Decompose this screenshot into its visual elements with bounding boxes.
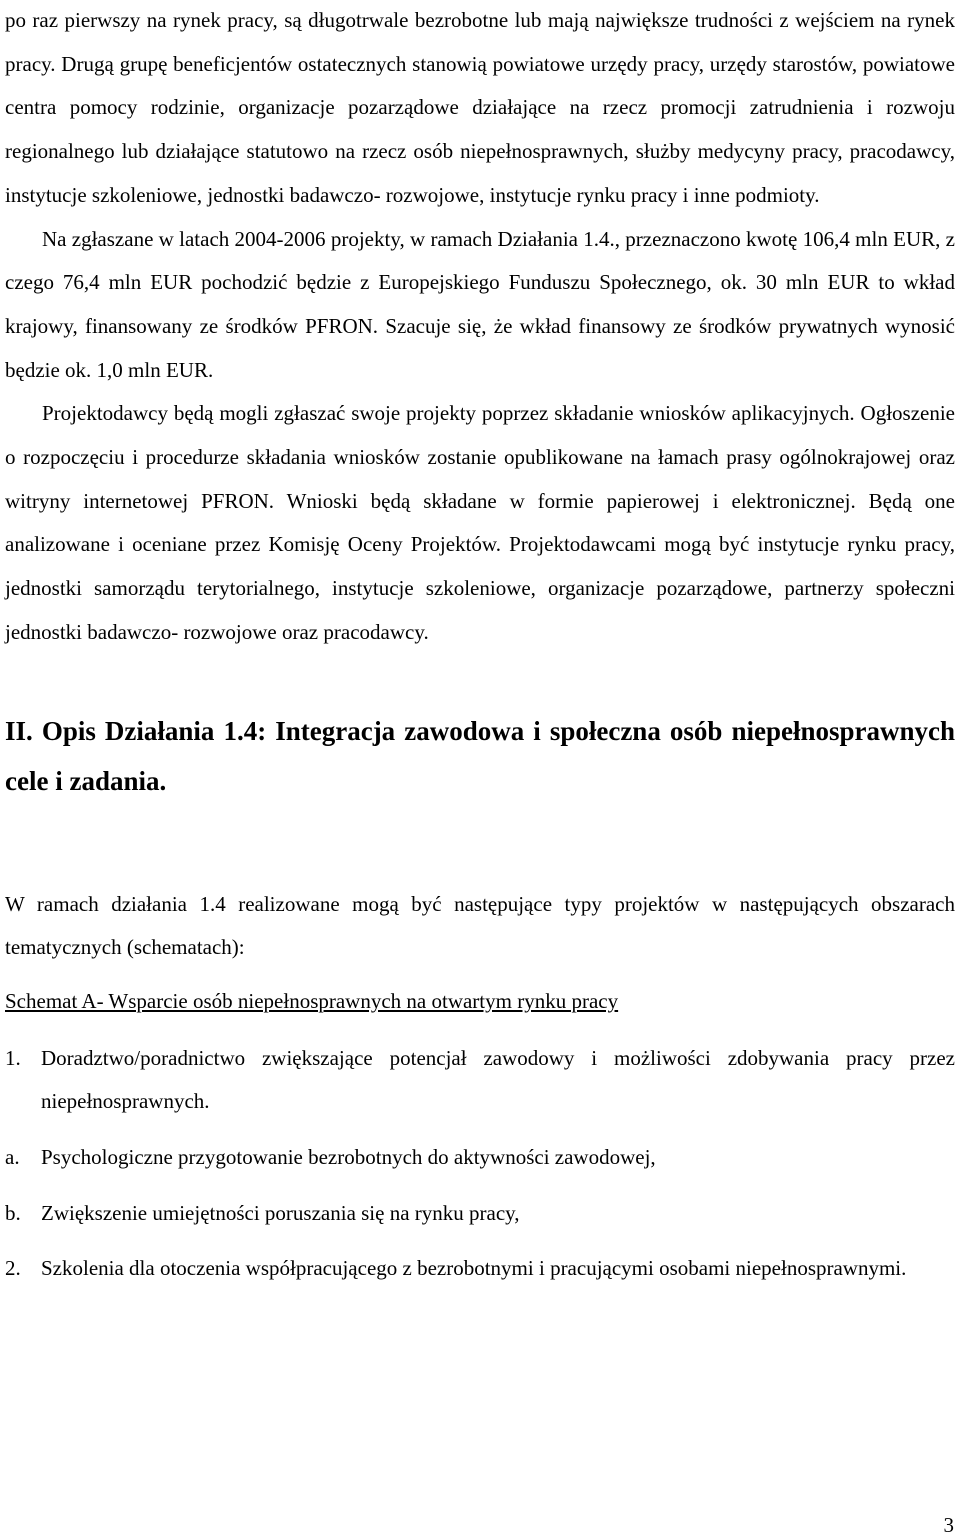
list-marker: 2. — [5, 1256, 21, 1281]
list-item-text: Szkolenia dla otoczenia współpracującego z bezrobotnymi i pracującymi osobami niepełnosprawnymi. — [41, 1256, 907, 1281]
page-number: 3 — [943, 1513, 954, 1537]
list-item-text: Zwiększenie umiejętności poruszania się na rynku pracy, — [41, 1200, 520, 1225]
list-marker: 1. — [5, 1045, 21, 1070]
list-item-b — [5, 1192, 955, 1236]
schema-a-title: Schemat A- Wsparcie osób niepełnosprawnych na otwartym rynku pracy — [5, 988, 619, 1013]
list-item-2 — [5, 1247, 955, 1291]
section-heading: II. Opis Działania 1.4: Integracja zawodowa i społeczna osób niepełnosprawnych cele i zadania. — [5, 715, 955, 796]
list-marker: b. — [5, 1200, 21, 1225]
list-item-1 — [5, 1037, 955, 1124]
document-page — [5, 0, 955, 1291]
list-marker: a. — [5, 1145, 20, 1170]
list-item-text: Psychologiczne przygotowanie bezrobotnych do aktywności zawodowej, — [41, 1145, 656, 1170]
list-item-text: Doradztwo/poradnictwo zwiększające potencjał zawodowy i możliwości zdobywania pracy przez niepełnosprawnych. — [41, 1045, 955, 1114]
paragraph-beneficiaries: po raz pierwszy na rynek pracy, są długotrwale bezrobotne lub mają największe trudności z wejściem na rynek pracy. Drugą grupę beneficjentów ostatecznych stanowią powiatowe urzędy pracy, urzędy starostów, powiatowe centra pomocy rodzinie, organizacje pozarządowe działające na rzecz promocji zatrudnienia i rozwoju regionalnego lub działające statutowo na rzecz osób niepełnosprawnych, służby medycyny pracy, pracodawcy, instytucje szkoleniowe, jednostki badawczo- rozwojowe, instytucje rynku pracy i inne podmioty. — [5, 8, 955, 207]
paragraph-applications: Projektodawcy będą mogli zgłaszać swoje projekty poprzez składanie wniosków aplikacyjnych. Ogłoszenie o rozpoczęciu i procedurze składania wniosków zostanie opublikowane na łamach prasy ogólnokrajowej oraz witryny internetowej PFRON. Wnioski będą składane w formie papierowej i elektronicznej. Będą one analizowane i oceniane przez Komisję Oceny Projektów. Projektodawcami mogą być instytucje rynku pracy, jednostki samorządu terytorialnego, instytucje szkoleniowe, organizacje pozarządowe, partnerzy społeczni jednostki badawczo- rozwojowe oraz pracodawcy. — [5, 401, 955, 644]
list-item-a — [5, 1136, 955, 1180]
paragraph-funding: Na zgłaszane w latach 2004-2006 projekty, w ramach Działania 1.4., przeznaczono kwotę 106,4 mln EUR, z czego 76,4 mln EUR pochodzić będzie z Europejskiego Funduszu Społecznego, ok. 30 mln EUR to wkład krajowy, finansowany ze środków PFRON. Szacuje się, że wkład finansowy ze środków prywatnych wynosić będzie ok. 1,0 mln EUR. — [5, 226, 955, 382]
paragraph-project-types: W ramach działania 1.4 realizowane mogą być następujące typy projektów w następujących obszarach tematycznych (schematach): — [5, 891, 955, 960]
